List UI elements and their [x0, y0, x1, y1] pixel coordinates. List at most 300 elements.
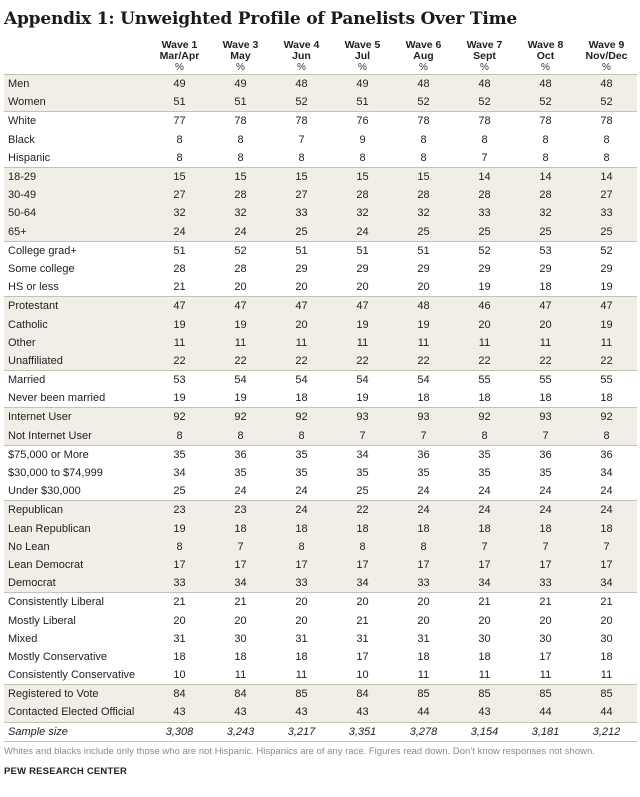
value-cell: 33 — [271, 574, 332, 593]
wave-header — [332, 40, 393, 62]
value-cell: 85 — [393, 685, 454, 704]
value-cell: 18 — [234, 650, 247, 663]
value-cell: 52 — [393, 93, 454, 112]
value-cell: 78 — [515, 112, 576, 131]
value-cell: 18 — [417, 392, 430, 405]
table-row — [4, 703, 637, 722]
value-cell: 52 — [515, 93, 576, 112]
value-cell: 30 — [539, 632, 552, 645]
value-cell: 8 — [420, 133, 427, 146]
value-cell: 51 — [332, 93, 393, 112]
value-cell: 27 — [149, 186, 210, 204]
value-cell: 34 — [600, 467, 613, 480]
wave-period: Jun — [292, 50, 311, 62]
value-cell: 20 — [295, 281, 308, 294]
value-cell: 35 — [478, 467, 491, 480]
value-cell: 35 — [417, 467, 430, 480]
value-cell: 24 — [417, 485, 430, 498]
row-label: Under $30,000 — [8, 485, 81, 498]
value-cell: 21 — [356, 614, 369, 627]
value-cell: 34 — [332, 445, 393, 464]
wave-header — [271, 40, 332, 62]
wave-header — [454, 40, 515, 62]
value-cell: 20 — [295, 614, 308, 627]
value-cell: 21 — [576, 593, 637, 612]
value-cell: 29 — [295, 262, 308, 275]
value-cell: 51 — [149, 93, 210, 112]
value-cell: 7 — [515, 538, 576, 556]
value-cell: 8 — [481, 133, 488, 146]
value-cell: 51 — [393, 241, 454, 260]
row-label: 65+ — [4, 223, 149, 242]
value-cell: 23 — [149, 501, 210, 520]
table-row — [4, 501, 637, 520]
value-cell: 22 — [576, 352, 637, 371]
wave-name: Wave 9 — [588, 39, 625, 51]
row-label: HS or less — [8, 281, 59, 294]
value-cell: 20 — [515, 315, 576, 333]
wave-header-row — [4, 40, 637, 62]
value-cell: 24 — [454, 501, 515, 520]
value-cell: 14 — [515, 167, 576, 186]
value-cell: 36 — [515, 445, 576, 464]
value-cell: 32 — [393, 204, 454, 222]
row-label: Protestant — [4, 297, 149, 316]
value-cell: 8 — [298, 151, 305, 164]
percent-unit-row — [4, 62, 637, 75]
table-row — [4, 574, 637, 593]
wave-header — [576, 40, 637, 62]
table-body — [4, 75, 637, 742]
panelist-profile-table — [4, 40, 637, 742]
value-cell: 54 — [210, 371, 271, 390]
value-cell: 8 — [237, 151, 244, 164]
value-cell: 17 — [515, 556, 576, 574]
value-cell: 36 — [393, 445, 454, 464]
value-cell: 49 — [210, 75, 271, 94]
sample-size-value: 3,308 — [149, 722, 210, 741]
value-cell: 78 — [393, 112, 454, 131]
row-label: Mostly Conservative — [8, 650, 108, 663]
value-cell: 11 — [234, 669, 247, 682]
value-cell: 21 — [149, 593, 210, 612]
value-cell: 19 — [210, 315, 271, 333]
value-cell: 20 — [173, 614, 186, 627]
row-label: Contacted Elected Official — [4, 703, 149, 722]
value-cell: 18 — [539, 281, 552, 294]
value-cell: 48 — [454, 75, 515, 94]
value-cell: 52 — [576, 93, 637, 112]
header-label-cell — [4, 40, 149, 62]
value-cell: 28 — [332, 186, 393, 204]
value-cell: 49 — [332, 75, 393, 94]
sample-size-value: 3,278 — [393, 722, 454, 741]
row-label: Consistently Liberal — [4, 593, 149, 612]
value-cell: 19 — [149, 520, 210, 538]
value-cell: 19 — [149, 315, 210, 333]
wave-unit: % — [358, 62, 367, 73]
value-cell: 36 — [576, 445, 637, 464]
value-cell: 31 — [173, 632, 186, 645]
value-cell: 22 — [454, 352, 515, 371]
value-cell: 22 — [515, 352, 576, 371]
value-cell: 18 — [539, 392, 552, 405]
value-cell: 8 — [420, 151, 427, 164]
value-cell: 85 — [271, 685, 332, 704]
value-cell: 25 — [173, 485, 186, 498]
value-cell: 25 — [454, 223, 515, 242]
row-label: Other — [4, 334, 149, 352]
value-cell: 33 — [271, 204, 332, 222]
value-cell: 20 — [234, 281, 247, 294]
value-cell: 27 — [576, 186, 637, 204]
value-cell: 93 — [515, 408, 576, 427]
value-cell: 29 — [539, 262, 552, 275]
value-cell: 52 — [454, 241, 515, 260]
value-cell: 78 — [271, 112, 332, 131]
value-cell: 22 — [332, 352, 393, 371]
value-cell: 31 — [356, 632, 369, 645]
value-cell: 25 — [576, 223, 637, 242]
value-cell: 8 — [271, 427, 332, 446]
row-label: 50-64 — [4, 204, 149, 222]
table-row — [4, 371, 637, 390]
wave-unit: % — [541, 62, 550, 73]
value-cell: 52 — [576, 241, 637, 260]
value-cell: 18 — [600, 650, 613, 663]
value-cell: 11 — [454, 334, 515, 352]
value-cell: 48 — [393, 297, 454, 316]
table-row — [4, 112, 637, 131]
value-cell: 25 — [515, 223, 576, 242]
value-cell: 18 — [210, 520, 271, 538]
value-cell: 51 — [149, 241, 210, 260]
value-cell: 29 — [478, 262, 491, 275]
value-cell: 92 — [149, 408, 210, 427]
table-row — [4, 297, 637, 316]
value-cell: 11 — [478, 669, 491, 682]
row-label: Republican — [4, 501, 149, 520]
wave-period: Aug — [413, 50, 434, 62]
table-row — [4, 538, 637, 556]
value-cell: 24 — [332, 223, 393, 242]
value-cell: 11 — [417, 669, 430, 682]
value-cell: 8 — [603, 133, 610, 146]
value-cell: 20 — [454, 315, 515, 333]
table-row — [4, 408, 637, 427]
value-cell: 85 — [454, 685, 515, 704]
value-cell: 22 — [149, 352, 210, 371]
value-cell: 55 — [454, 371, 515, 390]
row-label: Catholic — [4, 315, 149, 333]
value-cell: 48 — [576, 75, 637, 94]
value-cell: 31 — [417, 632, 430, 645]
value-cell: 35 — [295, 467, 308, 480]
value-cell: 21 — [173, 281, 186, 294]
wave-period: Nov/Dec — [585, 50, 628, 62]
table-row — [4, 389, 637, 408]
row-label: Some college — [8, 262, 75, 275]
value-cell: 47 — [210, 297, 271, 316]
value-cell: 35 — [149, 445, 210, 464]
value-cell: 7 — [576, 538, 637, 556]
value-cell: 19 — [576, 315, 637, 333]
value-cell: 19 — [478, 281, 491, 294]
value-cell: 47 — [515, 297, 576, 316]
value-cell: 43 — [332, 703, 393, 722]
sample-size-value: 3,154 — [454, 722, 515, 741]
value-cell: 51 — [332, 241, 393, 260]
table-row — [4, 167, 637, 186]
value-cell: 34 — [332, 574, 393, 593]
row-label: Lean Republican — [4, 520, 149, 538]
unit-label-cell — [4, 62, 149, 75]
value-cell: 44 — [576, 703, 637, 722]
value-cell: 49 — [149, 75, 210, 94]
value-cell: 78 — [576, 112, 637, 131]
value-cell: 25 — [356, 485, 369, 498]
value-cell: 30 — [478, 632, 491, 645]
sample-size-label: Sample size — [4, 722, 149, 741]
value-cell: 18 — [173, 650, 186, 663]
value-cell: 43 — [454, 703, 515, 722]
value-cell: 84 — [210, 685, 271, 704]
sample-size-value: 3,351 — [332, 722, 393, 741]
value-cell: 34 — [576, 574, 637, 593]
value-cell: 15 — [393, 167, 454, 186]
sample-size-value: 3,217 — [271, 722, 332, 741]
value-cell: 44 — [515, 703, 576, 722]
value-cell: 8 — [542, 133, 549, 146]
value-cell: 33 — [454, 204, 515, 222]
value-cell: 47 — [271, 297, 332, 316]
value-cell: 29 — [417, 262, 430, 275]
wave-name: Wave 3 — [222, 39, 259, 51]
value-cell: 35 — [234, 467, 247, 480]
value-cell: 51 — [271, 241, 332, 260]
value-cell: 33 — [515, 574, 576, 593]
value-cell: 25 — [393, 223, 454, 242]
row-label: $30,000 to $74,999 — [8, 467, 103, 480]
value-cell: 24 — [478, 485, 491, 498]
wave-unit: % — [236, 62, 245, 73]
wave-header — [393, 40, 454, 62]
value-cell: 29 — [600, 262, 613, 275]
value-cell: 24 — [576, 501, 637, 520]
value-cell: 8 — [176, 151, 183, 164]
table-row — [4, 556, 637, 574]
wave-unit: % — [297, 62, 306, 73]
value-cell: 10 — [173, 669, 186, 682]
value-cell: 36 — [210, 445, 271, 464]
value-cell: 18 — [295, 650, 308, 663]
row-label: $75,000 or More — [4, 445, 149, 464]
value-cell: 7 — [481, 151, 488, 164]
value-cell: 11 — [515, 334, 576, 352]
value-cell: 48 — [393, 75, 454, 94]
wave-period: Oct — [536, 50, 555, 62]
value-cell: 19 — [173, 392, 186, 405]
value-cell: 11 — [210, 334, 271, 352]
value-cell: 55 — [515, 371, 576, 390]
wave-name: Wave 1 — [161, 39, 198, 51]
value-cell: 7 — [298, 133, 305, 146]
value-cell: 47 — [149, 297, 210, 316]
value-cell: 23 — [210, 501, 271, 520]
row-label: Internet User — [4, 408, 149, 427]
value-cell: 14 — [454, 167, 515, 186]
value-cell: 20 — [478, 614, 491, 627]
table-row — [4, 593, 637, 612]
value-cell: 47 — [332, 297, 393, 316]
value-cell: 18 — [271, 520, 332, 538]
value-cell: 93 — [393, 408, 454, 427]
wave-unit: % — [419, 62, 428, 73]
value-cell: 43 — [210, 703, 271, 722]
value-cell: 18 — [478, 392, 491, 405]
value-cell: 35 — [271, 445, 332, 464]
value-cell: 30 — [600, 632, 613, 645]
value-cell: 43 — [271, 703, 332, 722]
value-cell: 28 — [234, 262, 247, 275]
value-cell: 17 — [271, 556, 332, 574]
value-cell: 35 — [356, 467, 369, 480]
table-row — [4, 93, 637, 112]
value-cell: 17 — [210, 556, 271, 574]
table-row — [4, 482, 637, 501]
value-cell: 19 — [393, 315, 454, 333]
footnote: Whites and blacks include only those who are not Hispanic. Hispanics are of any race. Figures read down. Don’t know responses not shown. — [4, 746, 595, 757]
value-cell: 8 — [210, 427, 271, 446]
wave-period: Mar/Apr — [159, 50, 200, 62]
value-cell: 8 — [454, 427, 515, 446]
value-cell: 20 — [234, 614, 247, 627]
value-cell: 22 — [393, 352, 454, 371]
value-cell: 17 — [332, 556, 393, 574]
value-cell: 52 — [271, 93, 332, 112]
value-cell: 29 — [356, 262, 369, 275]
row-label: Not Internet User — [4, 427, 149, 446]
sample-size-value: 3,181 — [515, 722, 576, 741]
table-row — [4, 223, 637, 242]
value-cell: 20 — [271, 593, 332, 612]
value-cell: 24 — [210, 223, 271, 242]
value-cell: 18 — [454, 520, 515, 538]
row-label: College grad+ — [4, 241, 149, 260]
value-cell: 15 — [271, 167, 332, 186]
value-cell: 92 — [271, 408, 332, 427]
value-cell: 32 — [515, 204, 576, 222]
table-row — [4, 427, 637, 446]
value-cell: 78 — [210, 112, 271, 131]
value-cell: 24 — [271, 501, 332, 520]
row-label: Black — [8, 133, 35, 146]
value-cell: 8 — [576, 427, 637, 446]
value-cell: 51 — [210, 93, 271, 112]
value-cell: 35 — [454, 445, 515, 464]
table-row — [4, 131, 637, 149]
value-cell: 21 — [454, 593, 515, 612]
sample-size-value: 3,212 — [576, 722, 637, 741]
value-cell: 18 — [515, 520, 576, 538]
sample-size-value: 3,243 — [210, 722, 271, 741]
value-cell: 11 — [539, 669, 552, 682]
value-cell: 19 — [234, 392, 247, 405]
value-cell: 33 — [576, 204, 637, 222]
table-row — [4, 648, 637, 666]
value-cell: 11 — [600, 669, 613, 682]
value-cell: 84 — [149, 685, 210, 704]
value-cell: 33 — [393, 574, 454, 593]
value-cell: 25 — [271, 223, 332, 242]
value-cell: 27 — [271, 186, 332, 204]
row-label: Women — [4, 93, 149, 112]
value-cell: 28 — [393, 186, 454, 204]
row-label: Democrat — [4, 574, 149, 593]
value-cell: 85 — [515, 685, 576, 704]
value-cell: 28 — [210, 186, 271, 204]
value-cell: 24 — [295, 485, 308, 498]
row-label: Consistently Conservative — [8, 669, 136, 682]
value-cell: 33 — [149, 574, 210, 593]
table-row — [4, 75, 637, 94]
value-cell: 11 — [332, 334, 393, 352]
wave-header — [149, 40, 210, 62]
value-cell: 8 — [542, 151, 549, 164]
row-label: Hispanic — [8, 151, 51, 164]
value-cell: 7 — [393, 427, 454, 446]
value-cell: 19 — [600, 281, 613, 294]
value-cell: 18 — [295, 392, 308, 405]
value-cell: 8 — [603, 151, 610, 164]
value-cell: 30 — [234, 632, 247, 645]
value-cell: 11 — [295, 669, 308, 682]
table-row — [4, 464, 637, 482]
value-cell: 17 — [356, 650, 369, 663]
value-cell: 46 — [454, 297, 515, 316]
value-cell: 35 — [539, 467, 552, 480]
row-label: 30-49 — [4, 186, 149, 204]
value-cell: 20 — [600, 614, 613, 627]
row-label: Men — [4, 75, 149, 94]
row-label: 18-29 — [4, 167, 149, 186]
value-cell: 34 — [210, 574, 271, 593]
value-cell: 18 — [393, 520, 454, 538]
wave-header — [515, 40, 576, 62]
value-cell: 17 — [576, 556, 637, 574]
value-cell: 17 — [454, 556, 515, 574]
table-row — [4, 445, 637, 464]
table-row — [4, 611, 637, 629]
table-row — [4, 666, 637, 685]
value-cell: 31 — [295, 632, 308, 645]
row-label: Mostly Liberal — [8, 614, 76, 627]
value-cell: 92 — [576, 408, 637, 427]
value-cell: 76 — [332, 112, 393, 131]
row-label: White — [4, 112, 149, 131]
value-cell: 22 — [210, 352, 271, 371]
page-title: Appendix 1: Unweighted Profile of Panelists Over Time — [4, 9, 518, 29]
value-cell: 17 — [539, 650, 552, 663]
value-cell: 92 — [210, 408, 271, 427]
value-cell: 24 — [515, 501, 576, 520]
value-cell: 54 — [271, 371, 332, 390]
value-cell: 92 — [454, 408, 515, 427]
value-cell: 14 — [576, 167, 637, 186]
table-row — [4, 630, 637, 648]
value-cell: 44 — [393, 703, 454, 722]
table-row — [4, 204, 637, 222]
